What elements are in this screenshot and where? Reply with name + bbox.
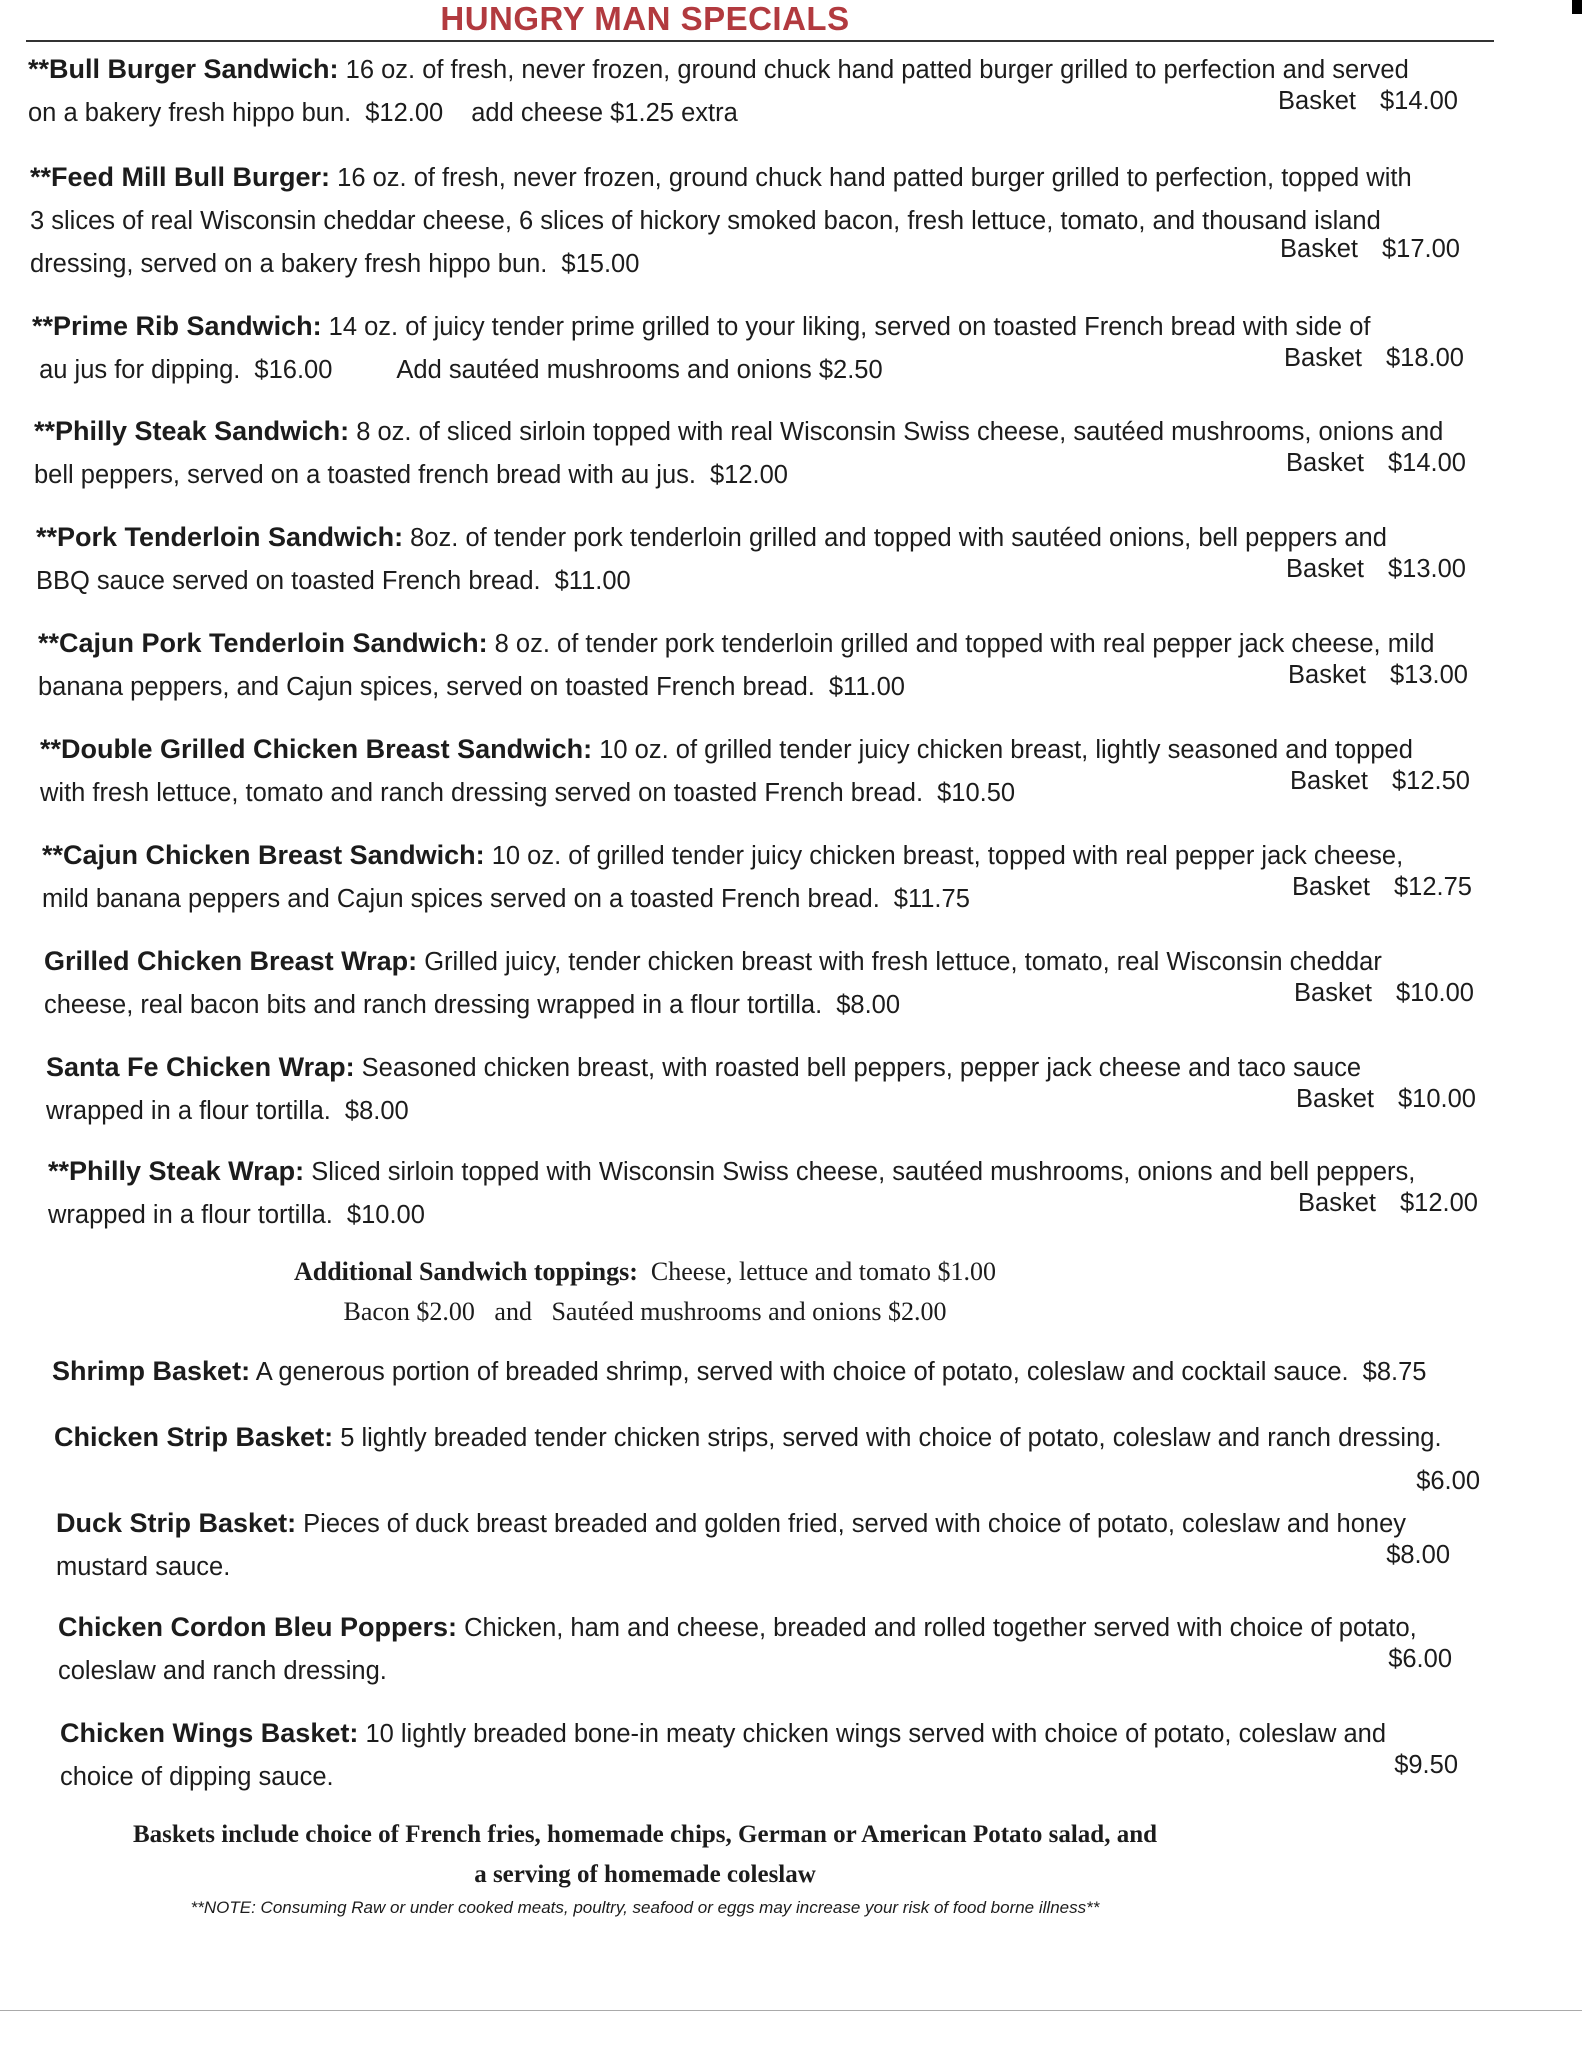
basket-price-row — [1286, 442, 1466, 485]
item-price: $12.00 — [365, 99, 444, 127]
item-description: wrapped in a flour tortilla. — [46, 1097, 331, 1125]
item-description: 8 oz. of tender pork tenderloin grilled and topped with real pepper jack cheese, mild — [494, 630, 1435, 658]
item-description: 16 oz. of fresh, never frozen, ground chuck hand patted burger grilled to perfection, topped with — [337, 164, 1412, 192]
item-description: 10 oz. of grilled tender juicy chicken breast, topped with real pepper jack cheese, — [491, 842, 1404, 870]
item-name: Chicken Wings Basket: — [60, 1718, 359, 1748]
item-description: with fresh lettuce, tomato and ranch dressing served on toasted French bread. — [40, 779, 924, 807]
additional-toppings — [0, 1252, 1290, 1332]
basket-label: Basket — [1288, 661, 1366, 689]
toppings-line-2: Bacon $2.00 and Sautéed mushrooms and onions $2.00 — [343, 1297, 947, 1326]
item-name: **Prime Rib Sandwich: — [32, 311, 322, 341]
menu-item-philly-steak-sandwich — [34, 410, 1466, 497]
basket-price: $17.00 — [1382, 235, 1460, 263]
item-description: A generous portion of breaded shrimp, served with choice of potato, coleslaw and cocktail sauce. — [255, 1358, 1349, 1386]
item-price: $12.00 — [710, 461, 788, 489]
menu-item-double-grilled-chicken-breast-sandwich — [40, 728, 1470, 815]
item-name: Chicken Strip Basket: — [54, 1422, 334, 1452]
item-description: 14 oz. of juicy tender prime grilled to your liking, served on toasted French bread with side of — [328, 313, 1371, 341]
toppings-label: Additional Sandwich toppings: — [293, 1257, 638, 1286]
item-name: Duck Strip Basket: — [56, 1508, 297, 1538]
basket-price: $14.00 — [1380, 87, 1458, 115]
consumer-advisory-note: **NOTE: Consuming Raw or under cooked meats, poultry, seafood or eggs may increase your risk of food borne illness** — [190, 1898, 1100, 1917]
item-description: choice of dipping sauce. — [60, 1763, 334, 1791]
basket-price-row — [1278, 80, 1458, 123]
basket-price: $14.00 — [1388, 449, 1466, 477]
basket-price-row — [1284, 337, 1464, 380]
item-name: **Bull Burger Sandwich: — [28, 54, 339, 84]
item-description: BBQ sauce served on toasted French bread. — [36, 567, 541, 595]
baskets-footnote — [0, 1815, 1290, 1895]
item-description: Grilled juicy, tender chicken breast with fresh lettuce, tomato, real Wisconsin cheddar — [424, 948, 1382, 976]
item-description: au jus for dipping. — [39, 356, 241, 384]
item-price: $9.50 — [1394, 1751, 1458, 1779]
basket-label: Basket — [1286, 449, 1364, 477]
item-price: $8.75 — [1362, 1358, 1427, 1386]
menu-item-cajun-pork-tenderloin-sandwich — [38, 622, 1468, 709]
item-name: **Philly Steak Sandwich: — [34, 416, 350, 446]
item-extra: Add sautéed mushrooms and onions $2.50 — [396, 356, 883, 384]
menu-item-bull-burger — [28, 48, 1458, 135]
basket-label: Basket — [1294, 979, 1372, 1007]
menu-item-santa-fe-chicken-wrap — [46, 1046, 1476, 1133]
menu-item-cajun-chicken-breast-sandwich — [42, 834, 1472, 921]
menu-item-philly-steak-wrap — [48, 1150, 1478, 1237]
item-name: Shrimp Basket: — [52, 1356, 251, 1386]
item-price: $16.00 — [254, 356, 333, 384]
item-price: $8.00 — [1386, 1541, 1450, 1569]
menu-item-chicken-wings-basket — [60, 1712, 1490, 1799]
item-description: mild banana peppers and Cajun spices served on a toasted French bread. — [42, 885, 880, 913]
basket-price-row — [1296, 1078, 1476, 1121]
basket-label: Basket — [1296, 1085, 1374, 1113]
item-price: $6.00 — [1388, 1645, 1452, 1673]
item-price: $8.00 — [836, 991, 901, 1019]
basket-price-row — [1286, 548, 1466, 591]
item-description: bell peppers, served on a toasted french bread with au jus. — [34, 461, 696, 489]
item-price: $11.00 — [828, 673, 905, 701]
item-description: mustard sauce. — [56, 1553, 231, 1581]
item-price: $15.00 — [561, 250, 640, 278]
item-price: $6.00 — [1416, 1467, 1480, 1495]
title-divider — [26, 40, 1494, 42]
basket-price-row — [1280, 228, 1460, 271]
basket-price-row — [1294, 972, 1474, 1015]
basket-label: Basket — [1284, 344, 1362, 372]
menu-item-duck-strip-basket — [56, 1502, 1488, 1589]
menu-item-grilled-chicken-breast-wrap — [44, 940, 1474, 1027]
basket-label: Basket — [1278, 87, 1356, 115]
item-description: 3 slices of real Wisconsin cheddar cheese, 6 slices of hickory smoked bacon, fresh lettuce, tomato, and thousand island — [30, 207, 1381, 235]
item-description: Seasoned chicken breast, with roasted bell peppers, pepper jack cheese and taco sauce — [361, 1054, 1362, 1082]
item-description: coleslaw and ranch dressing. — [58, 1657, 387, 1685]
item-description: 5 lightly breaded tender chicken strips, served with choice of potato, coleslaw and ranch dressing. — [340, 1424, 1442, 1452]
item-description: on a bakery fresh hippo bun. — [28, 99, 352, 127]
item-price: $11.00 — [554, 567, 631, 595]
item-description: banana peppers, and Cajun spices, served on toasted French bread. — [38, 673, 815, 701]
item-name: **Double Grilled Chicken Breast Sandwich: — [40, 734, 593, 764]
item-description: Sliced sirloin topped with Wisconsin Swiss cheese, sautéed mushrooms, onions and bell peppers, — [311, 1158, 1416, 1186]
basket-price: $10.00 — [1396, 979, 1474, 1007]
item-description: Chicken, ham and cheese, breaded and rolled together served with choice of potato, — [464, 1614, 1417, 1642]
item-description: 8oz. of tender pork tenderloin grilled and topped with sautéed onions, bell peppers and — [410, 524, 1387, 552]
basket-price: $13.00 — [1390, 661, 1468, 689]
page-title: HUNGRY MAN SPECIALS — [440, 0, 850, 37]
item-description: 10 oz. of grilled tender juicy chicken breast, lightly seasoned and topped — [599, 736, 1413, 764]
basket-price: $12.50 — [1392, 767, 1470, 795]
item-name: **Cajun Pork Tenderloin Sandwich: — [38, 628, 488, 658]
basket-price-row — [1290, 760, 1470, 803]
item-name: Santa Fe Chicken Wrap: — [46, 1052, 355, 1082]
basket-price: $10.00 — [1398, 1085, 1476, 1113]
item-name: Grilled Chicken Breast Wrap: — [44, 946, 418, 976]
item-name: **Feed Mill Bull Burger: — [30, 162, 331, 192]
item-price: $8.00 — [344, 1097, 409, 1125]
menu-item-chicken-cordon-bleu-poppers — [58, 1606, 1488, 1693]
scan-bottom-edge — [0, 2010, 1582, 2011]
basket-price: $13.00 — [1388, 555, 1466, 583]
item-name: **Cajun Chicken Breast Sandwich: — [42, 840, 485, 870]
basket-label: Basket — [1280, 235, 1358, 263]
basket-price: $18.00 — [1386, 344, 1464, 372]
item-name: **Philly Steak Wrap: — [48, 1156, 305, 1186]
basket-price-row — [1292, 866, 1472, 909]
basket-label: Basket — [1292, 873, 1370, 901]
basket-price: $12.75 — [1394, 873, 1472, 901]
menu-item-prime-rib-sandwich — [32, 305, 1464, 392]
menu-item-shrimp-basket — [52, 1350, 1490, 1394]
item-name: Chicken Cordon Bleu Poppers: — [58, 1612, 458, 1642]
item-price: $11.75 — [893, 885, 970, 913]
menu-item-pork-tenderloin-sandwich — [36, 516, 1466, 603]
item-description: 8 oz. of sliced sirloin topped with real Wisconsin Swiss cheese, sautéed mushrooms, onions and — [356, 418, 1444, 446]
item-price: $10.00 — [346, 1201, 425, 1229]
item-description: wrapped in a flour tortilla. — [48, 1201, 333, 1229]
toppings-line-1: Cheese, lettuce and tomato $1.00 — [650, 1257, 997, 1286]
footer-line-2: a serving of homemade coleslaw — [474, 1861, 816, 1888]
item-description: 16 oz. of fresh, never frozen, ground chuck hand patted burger grilled to perfection and served — [345, 56, 1409, 84]
item-price: $10.50 — [937, 779, 1016, 807]
basket-price-row — [1298, 1182, 1478, 1225]
item-description: 10 lightly breaded bone-in meaty chicken wings served with choice of potato, coleslaw and — [365, 1720, 1387, 1748]
item-name: **Pork Tenderloin Sandwich: — [36, 522, 404, 552]
scan-corner-mark — [1572, 0, 1582, 14]
footer-line-1: Baskets include choice of French fries, homemade chips, German or American Potato salad, and — [132, 1821, 1157, 1848]
basket-label: Basket — [1298, 1189, 1376, 1217]
item-description: dressing, served on a bakery fresh hippo bun. — [30, 250, 548, 278]
item-description: cheese, real bacon bits and ranch dressing wrapped in a flour tortilla. — [44, 991, 823, 1019]
basket-label: Basket — [1290, 767, 1368, 795]
basket-label: Basket — [1286, 555, 1364, 583]
menu-item-feed-mill-bull-burger — [30, 156, 1460, 286]
item-extra: add cheese $1.25 extra — [471, 99, 738, 127]
basket-price-row — [1288, 654, 1468, 697]
menu-item-chicken-strip-basket — [54, 1416, 1492, 1503]
basket-price: $12.00 — [1400, 1189, 1478, 1217]
item-description: Pieces of duck breast breaded and golden fried, served with choice of potato, coleslaw and honey — [303, 1510, 1407, 1538]
